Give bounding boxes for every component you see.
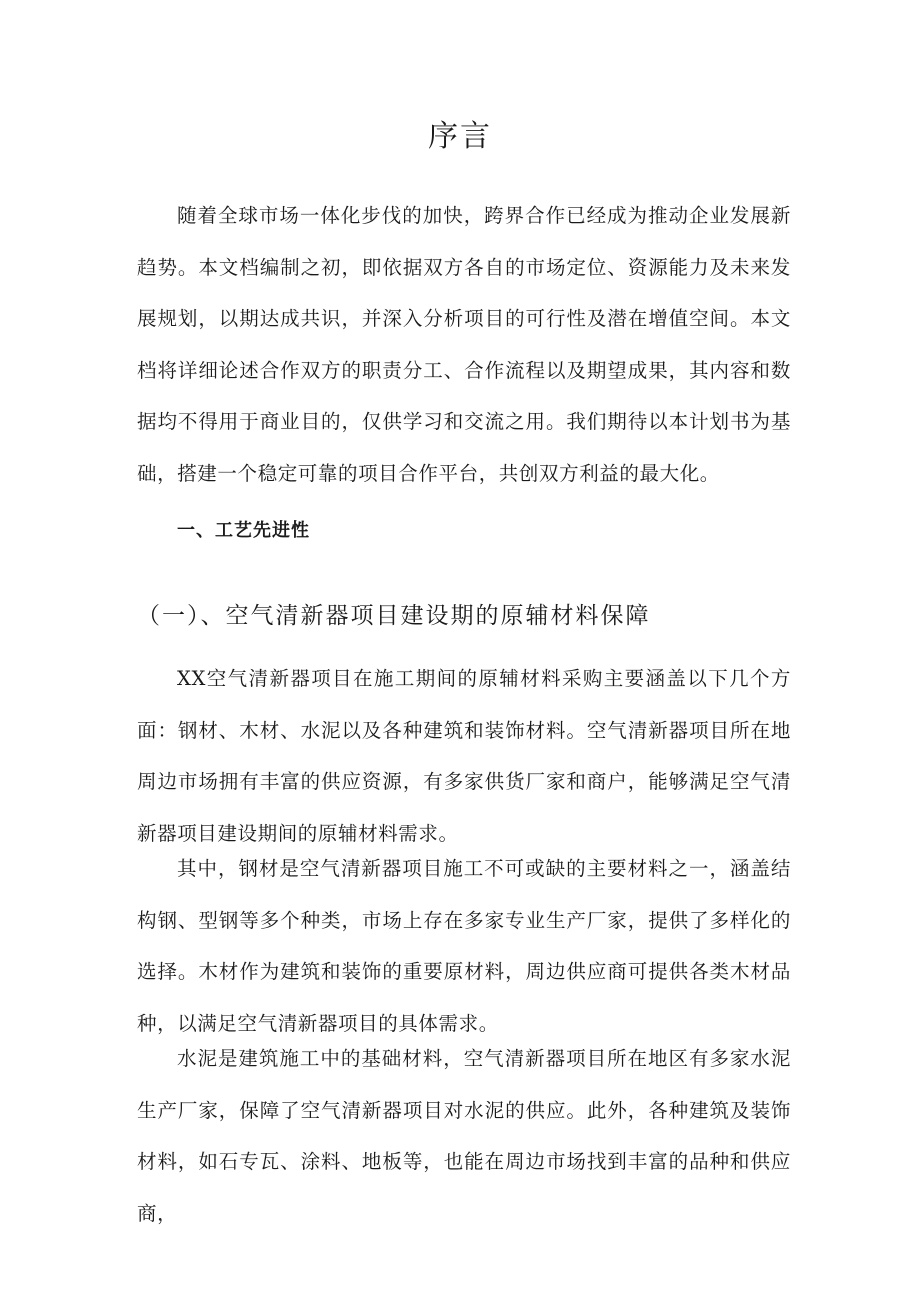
body-paragraph: 水泥是建筑施工中的基础材料，空气清新器项目所在地区有多家水泥生产厂家，保障了空气清新器项目对水泥的供应。此外，各种建筑及装饰材料，如石专瓦、涂料、地板等，也能在周边市场找到丰富的品种和供应商， — [137, 1047, 791, 1225]
section-heading: 一、工艺先进性 — [177, 520, 310, 541]
page-title: 序言 — [428, 119, 492, 154]
body-paragraph: XX空气清新器项目在施工期间的原辅材料采购主要涵盖以下几个方面：钢材、木材、水泥以及各种建筑和装饰材料。空气清新器项目所在地周边市场拥有丰富的供应资源，有多家供货厂家和商户，能够满足空气清新器项目建设期间的原辅材料需求。 — [137, 667, 791, 845]
preface-paragraph: 随着全球市场一体化步伐的加快，跨界合作已经成为推动企业发展新趋势。本文档编制之初，即依据双方各自的市场定位、资源能力及未来发展规划，以期达成共识，并深入分析项目的可行性及潜在增值空间。本文档将详细论述合作双方的职责分工、合作流程以及期望成果，其内容和数据均不得用于商业目的，仅供学习和交流之用。我们期待以本计划书为基础，搭建一个稳定可靠的项目合作平台，共创双方利益的最大化。 — [137, 204, 791, 485]
body-paragraph: 其中，钢材是空气清新器项目施工不可或缺的主要材料之一，涵盖结构钢、型钢等多个种类，市场上存在多家专业生产厂家，提供了多样化的选择。木材作为建筑和装饰的重要原材料，周边供应商可提供各类木材品种，以满足空气清新器项目的具体需求。 — [137, 857, 791, 1035]
subsection-heading: （一）、空气清新器项目建设期的原辅材料保障 — [137, 603, 651, 629]
